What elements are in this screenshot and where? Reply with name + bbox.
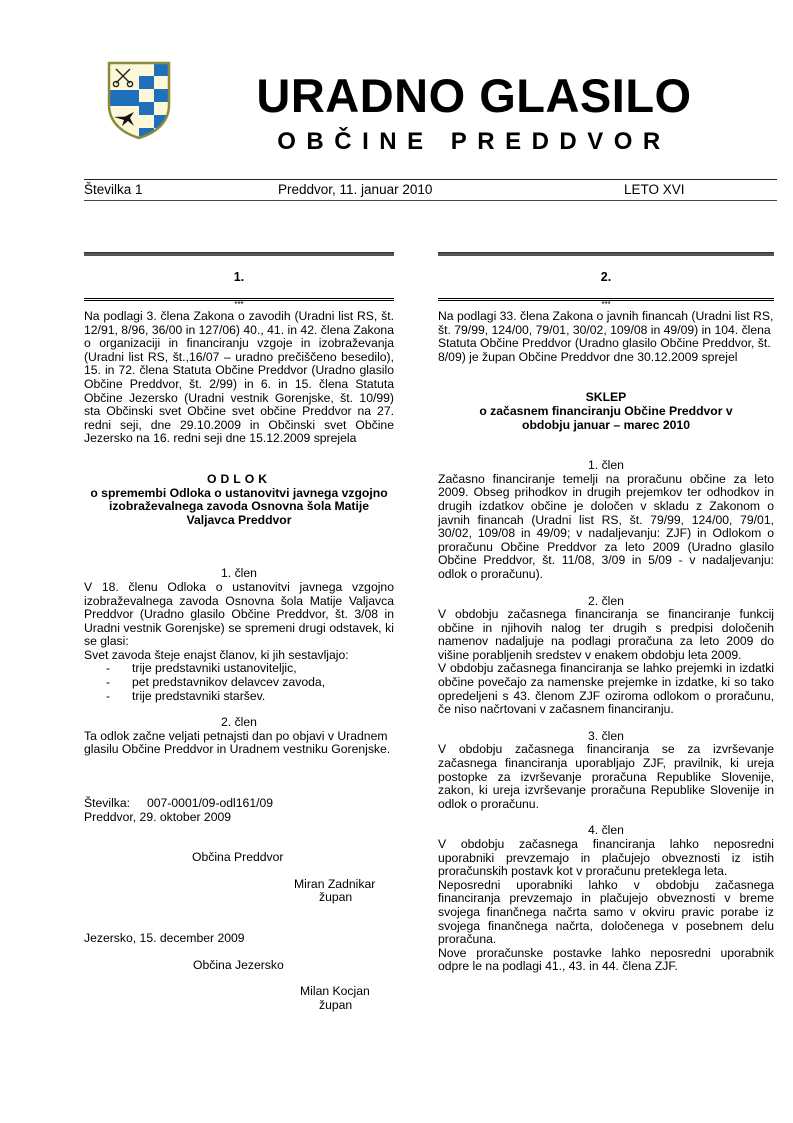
- article-text: V obdobju začasnega financiranja lahko neposredni uporabniki prevzemajo in plačujejo obveznosti iz istih proračunskih postavk kot v proračunu preteklega leta.: [438, 837, 774, 879]
- article-text: V obdobju začasnega financiranja se financiranje funkcij občine in njihovih nalog ter drugih s predpisi določenih namenov nadaljuje na podlagi proračuna za leto 2009 do višine porabljenih sredstev v enakem obdobju leta 2009.: [438, 607, 774, 662]
- preamble-text: Na podlagi 3. člena Zakona o zavodih (Uradni list RS, št. 12/91, 8/96, 36/00 in 127/06) 40., 41. in 42. člena Zakona o organizaciji in financiranju vzgoje in izobraževanja (Uradni list RS, št.,16/07 – uradno prečiščeno besedilo), 15. in 72. člena Statuta Občine Preddvor (Uradno glasilo Občine Preddvor, št. 2/99) in 6. in 15. člena Statuta Občine Jezersko (Uradni vestnik Gorenjske, št. 10/99) sta Občinski svet Občine svet občine Preddvor na 27. redni seji, dne 29.10.2009 in Občinski svet Občine Jezersko na 16. redni seji dne 15.12.2009 sprejela: [84, 309, 394, 446]
- signatory-name: Miran Zadnikar: [294, 876, 376, 891]
- masthead-bar: [84, 179, 777, 201]
- separator-stars: ***: [601, 300, 611, 309]
- signatory-name: Milan Kocjan: [300, 984, 370, 999]
- list-item: - trije predstavniki ustanoviteljic,: [84, 662, 394, 676]
- separator-stars: ***: [234, 300, 244, 309]
- article-heading: 2. člen: [221, 715, 257, 730]
- publication-subtitle: OBČINE PREDDVOR: [277, 128, 671, 155]
- article-text: V 18. členu Odloka o ustanovitvi javnega vzgojno izobraževalnega zavoda Osnovna šola Matije Valjavca Preddvor (Uradno glasilo Občine Preddvor, št. 3/08 in Uradni vestnik Gorenjske) se spremeni drugi odstavek, ki se glasi:: [84, 579, 394, 649]
- document-title: o začasnem financiranju Občine Preddvor v obdobju januar – marec 2010: [479, 403, 733, 432]
- document-title: o spremembi Odloka o ustanovitvi javnega vzgojno izobraževalnega zavoda Osnovna šola Matije Valjavca Preddvor: [90, 485, 388, 527]
- signatory-role: župan: [319, 997, 353, 1012]
- publication-title: URADNO GLASILO: [256, 69, 692, 122]
- municipality-name: Občina Preddvor: [192, 850, 284, 865]
- issue-number: Številka 1: [84, 182, 143, 197]
- section-number: 2.: [600, 270, 612, 284]
- article-text: Ta odlok začne veljati petnajsti dan po objavi v Uradnem glasilu Občine Preddvor in Uradnem vestniku Gorenjske.: [84, 728, 391, 757]
- signatory-role: župan: [319, 890, 353, 905]
- member-list: [84, 662, 394, 703]
- adoption-place-date: Jezersko, 15. december 2009: [84, 931, 245, 945]
- section-number: 1.: [233, 270, 245, 284]
- article-text: Neposredni uporabniki lahko v obdobju začasnega financiranja prevzemajo in plačujejo obveznosti v breme svojega finančnega načrta samo v okviru pravic porabe iz svojega finančnega načrta, določenega v posebnem delu proračuna.: [438, 877, 774, 947]
- article-heading: 1. člen: [221, 566, 257, 581]
- article-text: V obdobju začasnega financiranja se lahko prejemki in izdatki občine povečajo za namenske prejemke in izdatke, ki so tako opredeljeni s 43. členom ZJF oziroma odlokom o proračunu, če niso načrtovani v začasnem financiranju.: [438, 661, 774, 717]
- adoption-place-date: Preddvor, 29. oktober 2009: [84, 809, 232, 824]
- article-heading: 3. člen: [588, 728, 624, 743]
- article-heading: 1. člen: [588, 458, 624, 473]
- article-heading: 2. člen: [588, 593, 624, 608]
- article-text: Svet zavoda šteje enajst članov, ki jih sestavljajo:: [84, 647, 349, 662]
- list-item: - pet predstavnikov delavcev zavoda,: [84, 676, 394, 690]
- article-text: Nove proračunske postavke lahko neposredni uporabnik odpre le na podlagi 41., 43. in 44. člena ZJF.: [438, 945, 774, 974]
- column-right: [438, 252, 774, 974]
- list-item: - trije predstavniki staršev.: [84, 690, 394, 704]
- reference-number: Številka: 007-0001/09-odl161/09: [84, 796, 274, 811]
- article-text: V obdobju začasnega financiranja se za izvrševanje začasnega financiranja uporabljajo ZJF, pravilnik, ki ureja postopke za izvrševanje proračuna Republike Slovenije, zakon, ki ureja izvrševanje proračuna Republike Slovenije in odlok o proračunu.: [438, 742, 774, 811]
- article-heading: 4. člen: [588, 823, 624, 838]
- coat-of-arms-icon: [106, 60, 172, 140]
- article-text: Začasno financiranje temelji na proračunu občine za leto 2009. Obseg prihodkov in drugih prejemkov ter odhodkov in drugih izdatkov občine je določen v skladu z Zakonom o javnih financah (Uradni list RS, št. 79/99, 124/00, 79/01, 30/02, 109/08 in 49/09; v nadaljevanju: ZJF) in Odlokom o proračunu Občine Preddvor za leto 2009 (Uradno glasilo Občine Preddvor, št. 11/08, 3/09 in 5/09 - v nadaljevanju: odlok o proračunu).: [438, 471, 774, 581]
- preamble-text: Na podlagi 33. člena Zakona o javnih financah (Uradni list RS, št. 79/99, 124/00, 79/01, 30/02, 109/08 in 49/09) in 104. člena Statuta Občine Preddvor (Uradno glasilo Občine Preddvor, št. 8/09) je župan Občine Preddvor dne 30.12.2009 sprejel: [438, 309, 774, 364]
- issue-place-date: Preddvor, 11. januar 2010: [278, 182, 433, 197]
- issue-year: LETO XVI: [624, 182, 685, 197]
- document-type: SKLEP: [585, 390, 627, 405]
- document-type: ODLOK: [206, 471, 271, 486]
- municipality-name: Občina Jezersko: [193, 957, 284, 972]
- column-left: [84, 252, 394, 1012]
